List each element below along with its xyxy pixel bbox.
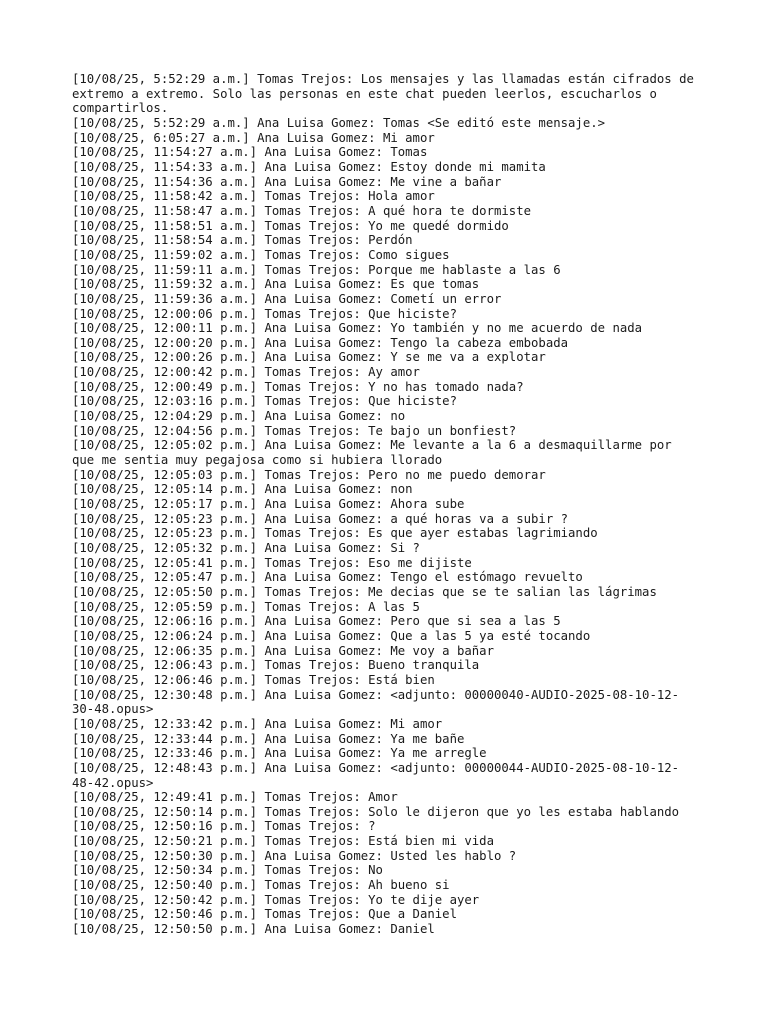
message-line: [10/08/25, 12:04:29 p.m.] Ana Luisa Gomez: no (72, 409, 406, 424)
message-line: [10/08/25, 12:03:16 p.m.] Tomas Trejos: Que hiciste? (72, 394, 457, 409)
message-line: [10/08/25, 11:58:42 a.m.] Tomas Trejos: Hola amor (72, 189, 435, 204)
message-line: [10/08/25, 12:06:16 p.m.] Ana Luisa Gomez: Pero que si sea a las 5 (72, 614, 561, 629)
message-line: [10/08/25, 11:59:36 a.m.] Ana Luisa Gomez: Cometí un error (72, 291, 502, 306)
message-line: [10/08/25, 12:50:16 p.m.] Tomas Trejos: ? (72, 819, 376, 834)
message-line: [10/08/25, 11:54:33 a.m.] Ana Luisa Gomez: Estoy donde mi mamita (72, 159, 546, 174)
message-line: [10/08/25, 12:00:26 p.m.] Ana Luisa Gomez: Y se me va a explotar (72, 350, 546, 365)
message-line: [10/08/25, 12:06:35 p.m.] Ana Luisa Gomez: Me voy a bañar (72, 643, 494, 658)
message-line: [10/08/25, 12:05:41 p.m.] Tomas Trejos: Eso me dijiste (72, 555, 472, 570)
message-line: [10/08/25, 12:33:46 p.m.] Ana Luisa Gomez: Ya me arregle (72, 746, 487, 761)
message-line: [10/08/25, 11:59:02 a.m.] Tomas Trejos: Como sigues (72, 247, 450, 262)
message-line: [10/08/25, 12:49:41 p.m.] Tomas Trejos: Amor (72, 790, 398, 805)
message-line: [10/08/25, 11:58:51 a.m.] Tomas Trejos: Yo me quedé dormido (72, 218, 509, 233)
message-line: [10/08/25, 12:50:14 p.m.] Tomas Trejos: Solo le dijeron que yo les estaba hablando (72, 804, 680, 819)
message-line: [10/08/25, 12:06:24 p.m.] Ana Luisa Gomez: Que a las 5 ya esté tocando (72, 628, 591, 643)
message-line: [10/08/25, 12:04:56 p.m.] Tomas Trejos: Te bajo un bonfiest? (72, 423, 517, 438)
message-line: [10/08/25, 12:00:49 p.m.] Tomas Trejos: Y no has tomado nada? (72, 379, 524, 394)
message-line: [10/08/25, 12:33:44 p.m.] Ana Luisa Gomez: Ya me bañe (72, 731, 465, 746)
message-line: [10/08/25, 12:00:20 p.m.] Ana Luisa Gomez: Tengo la cabeza embobada (72, 335, 569, 350)
chat-transcript (72, 72, 702, 937)
message-line: [10/08/25, 12:06:46 p.m.] Tomas Trejos: Está bien (72, 672, 435, 687)
message-line: [10/08/25, 12:05:14 p.m.] Ana Luisa Gomez: non (72, 482, 413, 497)
message-line: [10/08/25, 12:50:40 p.m.] Tomas Trejos: Ah bueno si (72, 878, 450, 893)
message-line: [10/08/25, 12:05:50 p.m.] Tomas Trejos: Me decias que se te salian las lágrimas (72, 584, 657, 599)
message-line: [10/08/25, 12:50:50 p.m.] Ana Luisa Gomez: Daniel (72, 922, 435, 937)
message-line: [10/08/25, 12:05:03 p.m.] Tomas Trejos: Pero no me puedo demorar (72, 467, 546, 482)
message-line: [10/08/25, 12:05:32 p.m.] Ana Luisa Gomez: Si ? (72, 541, 420, 555)
message-line: [10/08/25, 12:50:34 p.m.] Tomas Trejos: No (72, 863, 383, 878)
message-line: [10/08/25, 12:05:47 p.m.] Ana Luisa Gomez: Tengo el estómago revuelto (72, 570, 583, 585)
message-line: [10/08/25, 12:06:43 p.m.] Tomas Trejos: Bueno tranquila (72, 658, 480, 673)
message-line: [10/08/25, 12:05:23 p.m.] Tomas Trejos: Es que ayer estabas lagrimiando (72, 526, 598, 541)
message-line: [10/08/25, 12:00:11 p.m.] Ana Luisa Gomez: Yo también y no me acuerdo de nada (72, 321, 643, 336)
message-line: [10/08/25, 12:50:30 p.m.] Ana Luisa Gomez: Usted les hablo ? (72, 848, 517, 863)
message-line: [10/08/25, 12:00:06 p.m.] Tomas Trejos: Que hiciste? (72, 306, 457, 321)
message-line: [10/08/25, 12:00:42 p.m.] Tomas Trejos: Ay amor (72, 365, 420, 380)
message-line: [10/08/25, 12:50:46 p.m.] Tomas Trejos: Que a Daniel (72, 907, 457, 922)
message-line: [10/08/25, 6:05:27 a.m.] Ana Luisa Gomez: Mi amor (72, 130, 435, 145)
message-line: [10/08/25, 11:59:32 a.m.] Ana Luisa Gomez: Es que tomas (72, 277, 480, 292)
message-line: [10/08/25, 12:33:42 p.m.] Ana Luisa Gomez: Mi amor (72, 716, 443, 731)
message-line: [10/08/25, 11:54:27 a.m.] Ana Luisa Gomez: Tomas (72, 145, 428, 160)
message-line: [10/08/25, 11:59:11 a.m.] Tomas Trejos: Porque me hablaste a las 6 (72, 262, 561, 277)
message-line: [10/08/25, 12:05:59 p.m.] Tomas Trejos: A las 5 (72, 599, 420, 614)
message-line: [10/08/25, 12:05:23 p.m.] Ana Luisa Gomez: a qué horas va a subir ? (72, 511, 569, 526)
message-line: [10/08/25, 12:50:21 p.m.] Tomas Trejos: Está bien mi vida (72, 834, 494, 849)
message-line: [10/08/25, 12:05:17 p.m.] Ana Luisa Gomez: Ahora sube (72, 497, 465, 512)
message-line: [10/08/25, 11:58:54 a.m.] Tomas Trejos: Perdón (72, 233, 413, 248)
message-line: [10/08/25, 5:52:29 a.m.] Tomas Trejos: Los mensajes y las llamadas están cifrados de extremo a extremo. Solo las personas en este chat pueden leerlos, escucharlos o compartirlos. (72, 72, 702, 116)
message-line: [10/08/25, 12:48:43 p.m.] Ana Luisa Gomez: <adjunto: 00000044-AUDIO-2025-08-10-12-48-42.opus> (72, 760, 680, 790)
message-line: [10/08/25, 11:54:36 a.m.] Ana Luisa Gomez: Me vine a bañar (72, 174, 502, 189)
message-line: [10/08/25, 5:52:29 a.m.] Ana Luisa Gomez: Tomas <Se editó este mensaje.> (72, 115, 606, 130)
message-line: [10/08/25, 12:30:48 p.m.] Ana Luisa Gomez: <adjunto: 00000040-AUDIO-2025-08-10-12-30-48.opus> (72, 687, 680, 717)
message-line: [10/08/25, 12:50:42 p.m.] Tomas Trejos: Yo te dije ayer (72, 892, 480, 907)
message-line: [10/08/25, 11:58:47 a.m.] Tomas Trejos: A qué hora te dormiste (72, 203, 532, 218)
message-line: [10/08/25, 12:05:02 p.m.] Ana Luisa Gomez: Me levante a la 6 a desmaquillarme por que me sentia muy pegajosa como si hubiera llorado (72, 438, 680, 468)
